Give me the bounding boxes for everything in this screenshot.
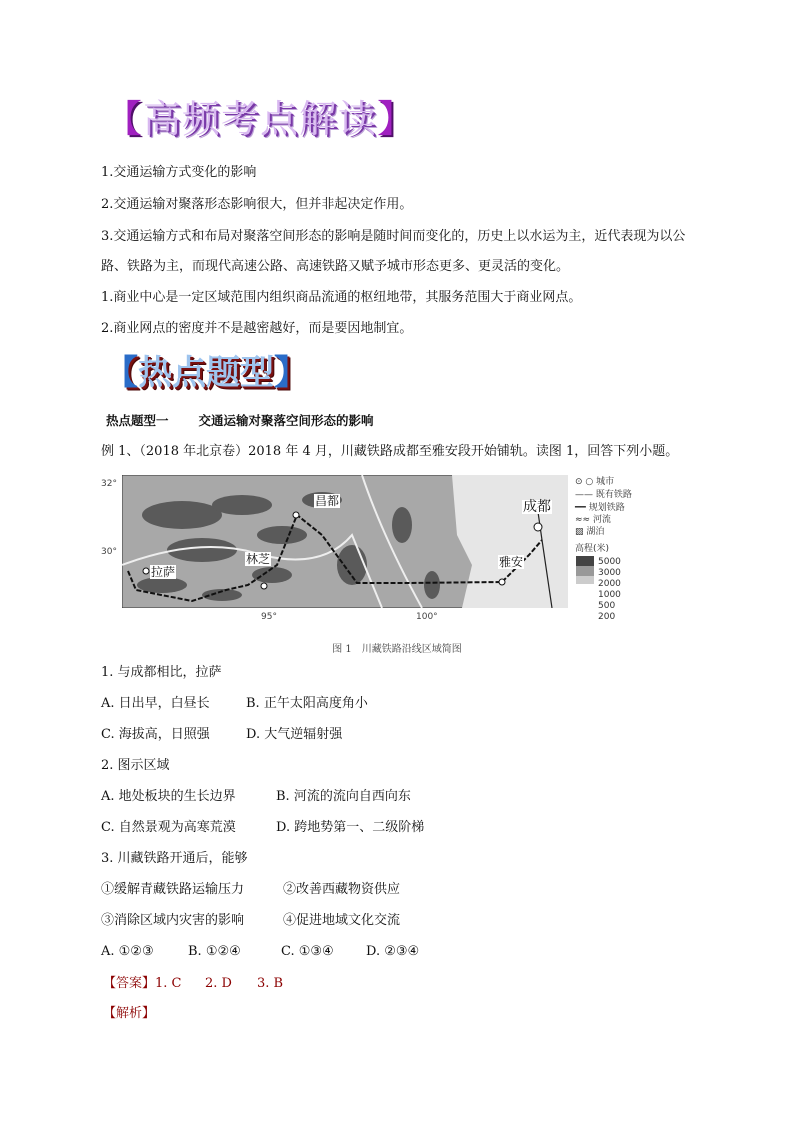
lon-tick: 95° xyxy=(261,612,277,622)
option-row xyxy=(101,789,411,805)
option: C. ①③④ xyxy=(281,944,334,959)
option: C. 海拔高，日照强 xyxy=(101,727,210,742)
heading-text: 热点题型 xyxy=(138,353,274,393)
bracket-left: 【 xyxy=(104,353,138,393)
option: A. 地处板块的生长边界 xyxy=(101,789,236,804)
option: A. 日出早，白昼长 xyxy=(101,696,210,711)
point-line: 1.商业中心是一定区域范围内组织商品流通的枢纽地带，其服务范围大于商业网点。 xyxy=(101,290,582,305)
subtitle-label: 热点题型一 xyxy=(106,413,169,428)
subtitle xyxy=(106,413,374,429)
legend-item: ⊙ ○ 城市 xyxy=(575,477,615,487)
lat-tick: 32° xyxy=(101,479,117,489)
point-line: 3.交通运输方式和布局对聚落空间形态的影响是随时间而变化的，历史上以水运为主，近代表现为以公 xyxy=(101,229,686,244)
legend-label: 规划铁路 xyxy=(588,503,625,513)
heading-hot-question-types xyxy=(104,352,308,394)
option: C. 自然景观为高寒荒漠 xyxy=(101,820,236,835)
city-label-yaan: 雅安 xyxy=(499,555,524,569)
elevation-level: 200 xyxy=(598,612,616,622)
example-intro: 例 1、（2018 年北京卷）2018 年 4 月，川藏铁路成都至雅安段开始铺轨。读图 1，回答下列小题。 xyxy=(101,444,679,459)
answer-label: 【答案】 xyxy=(103,976,156,991)
elevation-level: 1000 xyxy=(598,590,621,600)
option: B. 正午太阳高度角小 xyxy=(246,696,368,711)
heading-text: 高频考点解读 xyxy=(143,97,378,141)
elevation-swatch xyxy=(576,556,594,566)
elevation-title: 高程(米) xyxy=(575,544,610,554)
figure-caption: 图 1 川藏铁路沿线区域简图 xyxy=(332,644,462,655)
answer-item: 3. B xyxy=(257,976,284,991)
statement: ①缓解青藏铁路运输压力 xyxy=(101,882,245,897)
legend-label: 河流 xyxy=(592,515,611,525)
legend-label: 城市 xyxy=(596,477,615,487)
option: D. 跨地势第一、二级阶梯 xyxy=(276,820,425,835)
option-row xyxy=(101,944,419,960)
option: A. ①②③ xyxy=(101,944,154,959)
subtitle-topic: 交通运输对聚落空间形态的影响 xyxy=(198,413,374,428)
elevation-level: 500 xyxy=(598,601,616,611)
elevation-level: 3000 xyxy=(598,568,621,578)
statement-row xyxy=(101,913,400,929)
question-stem: 3. 川藏铁路开通后，能够 xyxy=(101,851,248,866)
heading-high-frequency-points xyxy=(104,96,416,142)
answer-item: 1. C xyxy=(155,976,182,991)
question-stem: 2. 图示区域 xyxy=(101,758,170,773)
elevation-swatch xyxy=(576,566,594,576)
lat-tick: 30° xyxy=(101,547,117,557)
bracket-right: 】 xyxy=(274,353,308,393)
elevation-level: 2000 xyxy=(598,579,621,589)
legend-label: 既有铁路 xyxy=(595,490,632,500)
city-label-nyingchi: 林芝 xyxy=(246,552,271,566)
legend-item: ≈≈ 河流 xyxy=(575,515,611,525)
answer-item: 2. D xyxy=(205,976,232,991)
city-label-lhasa: 拉萨 xyxy=(151,565,176,579)
option: B. 河流的流向自西向东 xyxy=(276,789,411,804)
option: B. ①②④ xyxy=(188,944,241,959)
elevation-level: 5000 xyxy=(598,557,621,567)
city-label-qamdo: 昌都 xyxy=(315,494,340,508)
point-line: 路、铁路为主，而现代高速公路、高速铁路又赋予城市形态更多、更灵活的变化。 xyxy=(101,259,570,274)
legend-item: —— 既有铁路 xyxy=(575,490,632,500)
statement: ④促进地域文化交流 xyxy=(283,913,401,928)
lowland-area xyxy=(452,475,568,608)
legend-label: 湖泊 xyxy=(586,527,605,537)
point-line: 2.商业网点的密度并不是越密越好，而是要因地制宜。 xyxy=(101,321,413,336)
bracket-left: 【 xyxy=(104,97,144,141)
point-line: 2.交通运输对聚落形态影响很大，但并非起决定作用。 xyxy=(101,197,413,212)
lon-tick: 100° xyxy=(416,612,438,622)
option-row xyxy=(101,820,424,836)
legend-item: ━━ 规划铁路 xyxy=(575,503,625,513)
city-label-chengdu: 成都 xyxy=(523,499,551,515)
railway-map xyxy=(122,475,568,608)
statement-row xyxy=(101,882,400,898)
legend-item: ▨ 湖泊 xyxy=(575,527,605,537)
option: D. 大气逆辐射强 xyxy=(246,727,343,742)
analysis-label: 【解析】 xyxy=(103,1006,156,1021)
statement: ③消除区域内灾害的影响 xyxy=(101,913,245,928)
point-line: 1.交通运输方式变化的影响 xyxy=(101,165,257,180)
bracket-right: 】 xyxy=(377,97,417,141)
option-row xyxy=(101,727,342,743)
elevation-swatch xyxy=(576,576,594,584)
statement: ②改善西藏物资供应 xyxy=(283,882,401,897)
option-row xyxy=(101,696,368,712)
option: D. ②③④ xyxy=(366,944,420,959)
question-stem: 1. 与成都相比，拉萨 xyxy=(101,665,222,680)
answer-line xyxy=(103,976,283,992)
